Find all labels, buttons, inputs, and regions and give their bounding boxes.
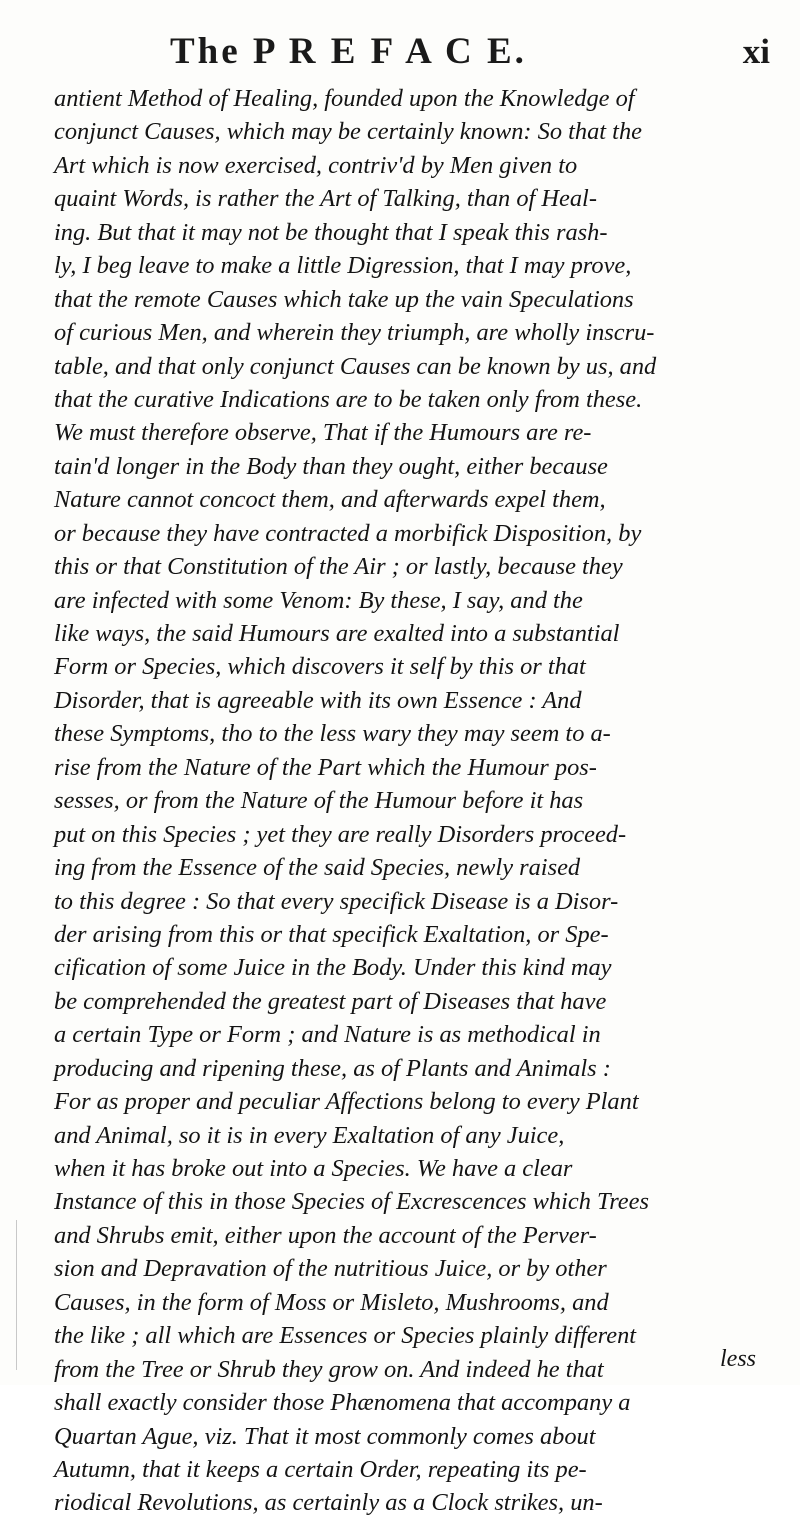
text-line: cification of some Juice in the Body. Under this kind may <box>54 954 612 982</box>
text-line: Instance of this in those Species of Excrescences which Trees <box>54 1188 649 1216</box>
text-line: Form or Species, which discovers it self by this or that <box>54 653 586 681</box>
text-line: or because they have contracted a morbifick Disposition, by <box>54 519 642 547</box>
text-line: Art which is now exercised, contriv'd by Men given to <box>54 151 578 179</box>
text-line: ly, I beg leave to make a little Digression, that I may prove, <box>54 252 632 280</box>
text-line: these Symptoms, tho to the less wary they may seem to a- <box>54 720 611 748</box>
text-line: table, and that only conjunct Causes can be known by us, and <box>54 352 657 380</box>
text-line: the like ; all which are Essences or Species plainly different <box>54 1322 637 1350</box>
text-line: are infected with some Venom: By these, I say, and the <box>54 586 583 614</box>
text-line: like ways, the said Humours are exalted into a substantial <box>54 620 620 647</box>
text-line: that the remote Causes which take up the vain Speculations <box>54 285 634 313</box>
text-line: that the curative Indications are to be taken only from these. <box>54 385 643 413</box>
text-line: Disorder, that is agreeable with its own Essence : And <box>54 686 582 714</box>
text-line: ing from the Essence of the said Species, newly raised <box>54 854 581 882</box>
text-line: Quartan Ague, viz. That it most commonly comes about <box>54 1422 596 1450</box>
running-head-title: The P R E F A C E. <box>170 31 527 72</box>
page-edge-shadow <box>16 1220 17 1370</box>
text-line: We must therefore observe, That if the Humours are re- <box>54 419 592 447</box>
text-line: when it has broke out into a Species. We have a clear <box>54 1155 573 1182</box>
text-line: Nature cannot concoct them, and afterwards expel them, <box>54 486 606 514</box>
text-line: a certain Type or Form ; and Nature is as methodical in <box>54 1021 601 1049</box>
text-line: tain'd longer in the Body than they ought, either because <box>54 452 608 480</box>
text-line: Autumn, that it keeps a certain Order, repeating its pe- <box>54 1455 587 1483</box>
text-line: from the Tree or Shrub they grow on. And indeed he that <box>54 1355 604 1383</box>
text-line: conjunct Causes, which may be certainly known: So that the <box>54 118 642 146</box>
text-line: and Animal, so it is in every Exaltation of any Juice, <box>54 1121 565 1149</box>
text-line: and Shrubs emit, either upon the account of the Perver- <box>54 1221 597 1249</box>
body-text <box>54 82 770 1520</box>
text-line: antient Method of Healing, founded upon the Knowledge of <box>54 85 635 112</box>
text-line: rise from the Nature of the Part which the Humour pos- <box>54 753 597 781</box>
text-line: ing. But that it may not be thought that I speak this rash- <box>54 218 608 246</box>
text-line: producing and ripening these, as of Plants and Animals : <box>54 1054 611 1082</box>
text-line: Causes, in the form of Moss or Misleto, Mushrooms, and <box>54 1288 609 1316</box>
text-line: der arising from this or that specifick Exaltation, or Spe- <box>54 920 609 948</box>
page-number: xi <box>742 32 770 71</box>
text-line: sion and Depravation of the nutritious Juice, or by other <box>54 1255 607 1283</box>
text-line: this or that Constitution of the Air ; or lastly, because they <box>54 553 623 581</box>
text-line: For as proper and peculiar Affections belong to every Plant <box>54 1088 639 1116</box>
running-head <box>170 30 770 74</box>
text-line: to this degree : So that every specifick Disease is a Disor- <box>54 887 619 915</box>
text-line: be comprehended the greatest part of Diseases that have <box>54 987 607 1015</box>
text-line: quaint Words, is rather the Art of Talking, than of Heal- <box>54 185 597 213</box>
text-line: of curious Men, and wherein they triumph, are wholly inscru- <box>54 319 655 347</box>
text-line: riodical Revolutions, as certainly as a Clock strikes, un- <box>54 1489 603 1517</box>
text-line: shall exactly consider those Phænomena that accompany a <box>54 1389 631 1417</box>
text-line: put on this Species ; yet they are really Disorders proceed- <box>54 820 627 848</box>
catchword: less <box>720 1346 756 1372</box>
text-line: sesses, or from the Nature of the Humour before it has <box>54 787 584 815</box>
